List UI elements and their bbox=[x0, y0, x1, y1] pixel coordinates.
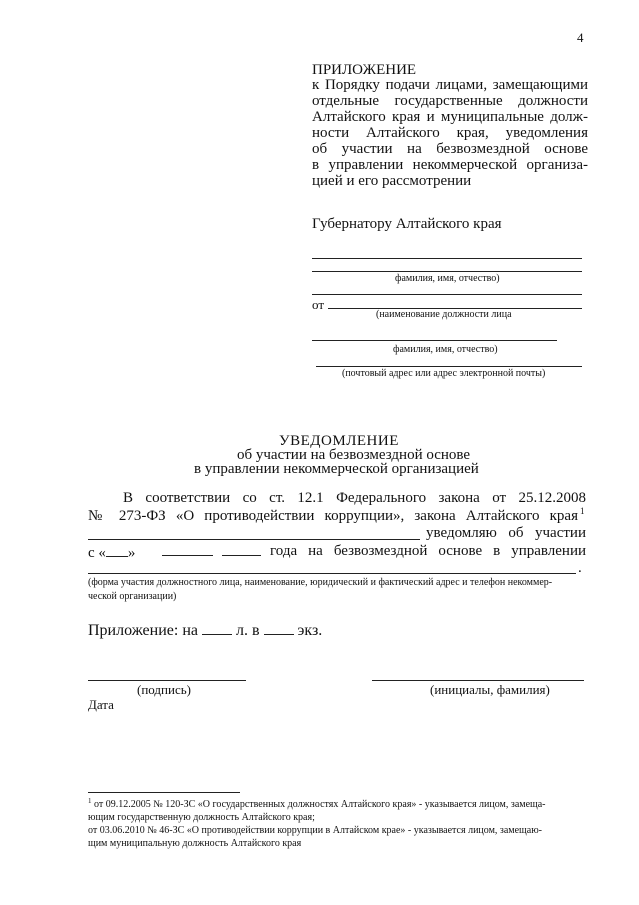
name-caption: (инициалы, фамилия) bbox=[430, 682, 550, 697]
date-close: » bbox=[127, 545, 136, 561]
footnote-line: от 09.12.2005 № 120-ЗС «О государственных должностях Алтайского края» - указывается лицом, замеща- bbox=[94, 799, 546, 810]
footnote-line: от 03.06.2010 № 46-ЗС «О противодействии коррупции в Алтайском крае» - указывается лицом, замещаю- bbox=[88, 825, 542, 836]
name-line bbox=[372, 680, 584, 681]
attachment-line bbox=[88, 621, 322, 640]
footnote-separator bbox=[88, 792, 240, 793]
month-blank bbox=[162, 555, 213, 556]
notice-subtitle: об участии на безвозмездной основе bbox=[237, 447, 471, 463]
fill-line bbox=[312, 294, 582, 295]
notice-title: УВЕДОМЛЕНИЕ bbox=[279, 433, 399, 449]
body-line: уведомляю об участии bbox=[426, 525, 586, 541]
fill-line bbox=[316, 366, 582, 367]
year-blank bbox=[222, 555, 261, 556]
line-end-dot: . bbox=[578, 560, 582, 576]
fill-line bbox=[88, 573, 576, 574]
footnote-line: щим муниципальную должность Алтайского края bbox=[88, 838, 302, 849]
date-open: с « bbox=[88, 545, 106, 561]
appendix-line: Алтайского края и муниципальные долж- bbox=[312, 109, 588, 125]
pages-blank bbox=[202, 621, 232, 635]
caption-form: ческой организации) bbox=[88, 591, 177, 602]
day-blank bbox=[106, 543, 128, 557]
fill-line bbox=[312, 271, 582, 272]
body-line: года на безвозмездной основе в управлении bbox=[270, 543, 586, 559]
appendix-line: об участии на безвозмездной основе bbox=[312, 141, 588, 157]
caption-fio: фамилия, имя, отчество) bbox=[393, 344, 498, 355]
body-line: В соответствии со ст. 12.1 Федерального закона от 25.12.2008 bbox=[123, 490, 586, 506]
from-label: от bbox=[312, 297, 325, 312]
copies-blank bbox=[264, 621, 294, 635]
body-line: № 273-ФЗ «О противодействии коррупции», закона Алтайского края bbox=[88, 508, 578, 524]
appendix-line: к Порядку подачи лицами, замещающими bbox=[312, 77, 588, 93]
date-label: Дата bbox=[88, 697, 114, 712]
signature-line bbox=[88, 680, 246, 681]
attachment-prefix: Приложение: на bbox=[88, 622, 198, 639]
appendix-line: в управлении некоммерческой организа- bbox=[312, 157, 588, 173]
date-phrase bbox=[88, 543, 135, 562]
fill-line bbox=[88, 539, 420, 540]
caption-position: (наименование должности лица bbox=[376, 309, 512, 320]
notice-subtitle: в управлении некоммерческой организацией bbox=[194, 461, 479, 477]
fill-line bbox=[312, 258, 582, 259]
addressee-to: Губернатору Алтайского края bbox=[312, 216, 502, 232]
footnote-line: ющим государственную должность Алтайского края; bbox=[88, 812, 315, 823]
caption-address: (почтовый адрес или адрес электронной почты) bbox=[342, 368, 546, 379]
caption-form: (форма участия должностного лица, наименование, юридический и фактический адрес и телефон некоммер- bbox=[88, 577, 553, 588]
page-number: 4 bbox=[577, 30, 584, 45]
appendix-line: отдельные государственные должности bbox=[312, 93, 588, 109]
signature-caption: (подпись) bbox=[137, 682, 191, 697]
attachment-suffix: экз. bbox=[297, 622, 323, 639]
appendix-heading: ПРИЛОЖЕНИЕ bbox=[312, 62, 417, 78]
footnote-mark: 1 bbox=[580, 506, 585, 516]
caption-fio: фамилия, имя, отчество) bbox=[395, 273, 500, 284]
attachment-middle: л. в bbox=[235, 622, 260, 639]
appendix-line: цией и его рассмотрении bbox=[312, 173, 472, 189]
fill-line bbox=[312, 340, 557, 341]
appendix-line: ности Алтайского края, уведомления bbox=[312, 125, 588, 141]
footnote-mark: 1 bbox=[88, 797, 92, 805]
